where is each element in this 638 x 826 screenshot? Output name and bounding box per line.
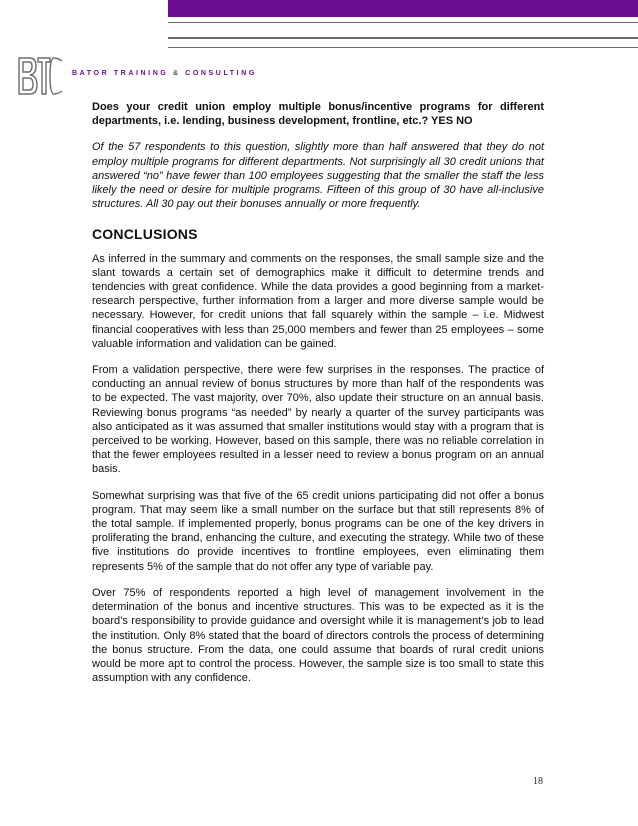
conclusions-paragraph-3: Somewhat surprising was that five of the 65 credit unions participating did not offer a bonus program. That may seem like a small number on the surface but that still represents 8% of the total sample. If implemented properly, bonus programs can be one of the key drivers in proliferating the brand, enhancing the culture, and executing the strategy. While two of these five institutions do provide incentives to frontline employees, even eliminating them represents 5% of the sample that do not offer any type of variable pay. — [92, 489, 544, 573]
page-header — [0, 0, 638, 80]
header-rule-1 — [168, 22, 638, 23]
page-number: 18 — [533, 776, 543, 787]
conclusions-paragraph-1: As inferred in the summary and comments on the responses, the small sample size and the slant towards a certain set of demographics make it difficult to determine trends and tendencies with great confidence. While the data provides a good beginning from a market-research perspective, further information from a larger and more diverse sample would be necessary. However, for credit unions that fall squarely within the sample – i.e. Midwest financial cooperatives with less than 25,000 members and fewer than 25 employees – some valuable information and validation can be gained. — [92, 252, 544, 350]
btc-logo-icon — [16, 55, 64, 97]
logo-text-amp: & — [172, 70, 181, 77]
header-rule-2 — [168, 37, 638, 39]
conclusions-paragraph-4: Over 75% of respondents reported a high level of management involvement in the determination of the bonus and incentive structures. This was to be expected as it is the board’s responsibility to provide guidance and oversight while it is management’s job to lead the institution. Only 8% stated that the board of directors controls the process of determining the bonus structure. From the data, one could assume that boards of rural credit unions would be more apt to control the process. However, the sample size is too small to state this assumption with any confidence. — [92, 586, 544, 685]
page-content — [92, 100, 544, 697]
logo-text-end: CONSULTING — [185, 70, 257, 77]
logo-wordmark — [72, 70, 257, 77]
survey-question: Does your credit union employ multiple bonus/incentive programs for different departments, i.e. lending, business development, frontline, etc.? YES NO — [92, 101, 544, 128]
conclusions-paragraph-2: From a validation perspective, there were few surprises in the responses. The practice of conducting an annual review of bonus structures by more than half of the respondents was to be expected. The vast majority, over 70%, also update their structure on an annual basis. Reviewing bonus programs “as needed” by nearly a quarter of the survey participants was also anticipated as it was assumed that smaller institutions would stay with a program that is perceived to be working. However, based on this sample, there was no reliable correlation in that the fewer employees resulted in a lesser need to review a bonus program on an annual basis. — [92, 364, 544, 476]
header-purple-bar — [168, 0, 638, 17]
survey-question-analysis: Of the 57 respondents to this question, slightly more than half answered that they do not employ multiple programs for different departments. Not surprisingly all 30 credit unions that answered “no” have fewer than 100 employees suggesting that the smaller the staff the less likely the need or desire for multiple programs. Fifteen of this group of 30 have all-inclusive structures. All 30 pay out their bonuses annually or more frequently. — [92, 141, 544, 211]
conclusions-heading: CONCLUSIONS — [92, 226, 198, 243]
logo-text-main: BATOR TRAINING — [72, 70, 169, 77]
header-rule-3 — [168, 47, 638, 48]
